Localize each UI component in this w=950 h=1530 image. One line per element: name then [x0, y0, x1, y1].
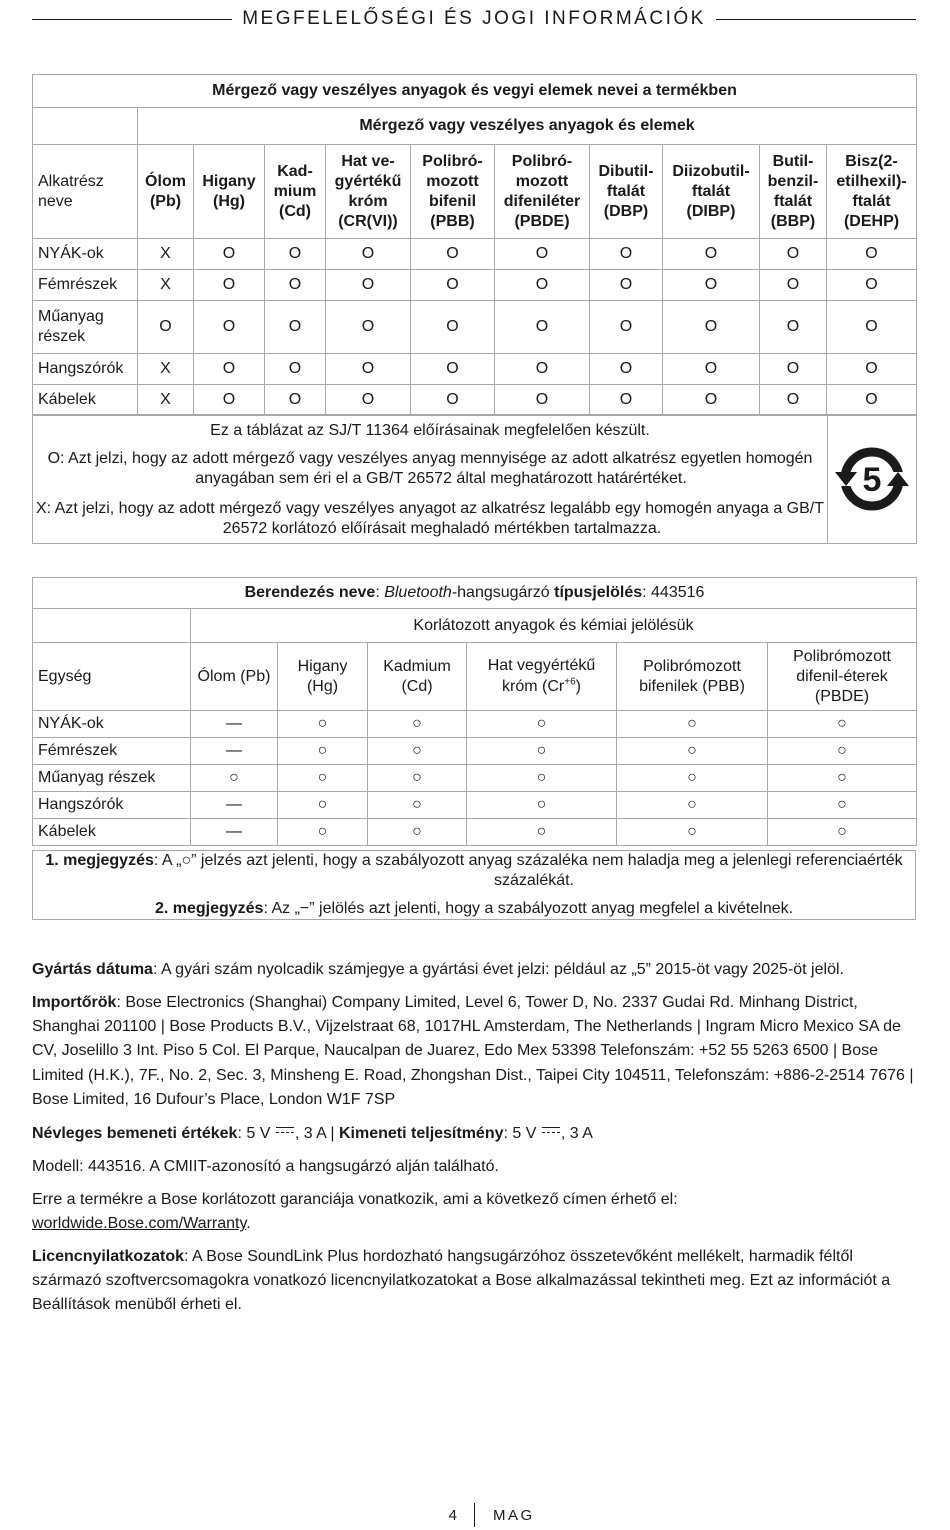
note-standard: Ez a táblázat az SJ/T 11364 előírásainak megfelelően készült. — [210, 421, 650, 439]
table-row — [33, 270, 917, 301]
table1-column-header — [495, 145, 590, 239]
text-line: Kábelek — [38, 391, 96, 408]
part-name — [33, 239, 138, 270]
output-value: : 5 V — [503, 1125, 537, 1142]
table-cell: O — [326, 301, 411, 354]
table-cell: ○ — [467, 711, 617, 738]
text-line: (CR(VI)) — [338, 212, 398, 230]
table-cell: ○ — [768, 765, 917, 792]
part-name — [33, 354, 138, 385]
type-label: típusjelölés — [554, 584, 643, 601]
text-line: (Pb) — [149, 192, 182, 210]
header-rule-right — [716, 19, 916, 20]
table-cell: ○ — [278, 711, 368, 738]
text-line: gyértékű — [334, 172, 402, 190]
table-cell: — — [191, 738, 278, 765]
text-line: (Cd) — [279, 202, 311, 220]
table-cell: O — [265, 354, 326, 385]
model-text: Modell: 443516. A CMIIT-azonosító a hangsugárzó alján található. — [32, 1158, 499, 1175]
table-cell: X — [138, 239, 194, 270]
table1-title: Mérgező vagy veszélyes anyagok és vegyi elemek nevei a termékben — [33, 75, 917, 108]
table-cell: O — [760, 239, 827, 270]
text-line: Higany — [202, 172, 256, 190]
page-footer — [0, 1503, 950, 1529]
hazardous-substances-table — [32, 74, 917, 416]
table-cell: ○ — [768, 711, 917, 738]
text-line: difenil-éterek — [796, 667, 888, 685]
importers-text: : Bose Electronics (Shanghai) Company Limited, Level 6, Tower D, No. 2337 Gudai Rd. Minhang District, Shanghai 201100 | Bose Products B.V., Vijzelstraat 68, 1017HL Amsterdam, The Netherlands | Ingram Micro Mexico SA de CV, Joselillo 3 Int. Piso 5 Col. El Parque, Naucalpan de Juarez, Edo Mex 53398 Telefonszám: +52 55 5263 6500 | Bose Limited (H.K.), 7F., No. 2, Sec. 3, Minsheng E. Road, Zhongshan Dist., Taipei City 104511, Telefonszám: +886-2-2514 7676 | Bose Limited, 16 Dufour’s Place, London W1F 7SP — [32, 994, 914, 1108]
table-cell: ○ — [768, 738, 917, 765]
text-line: Bisz(2- — [845, 152, 898, 170]
output-current: , 3 A — [560, 1125, 593, 1142]
text-line: (PBDE) — [814, 687, 870, 705]
table-cell: O — [827, 239, 917, 270]
unit-name: Műanyag részek — [33, 765, 191, 792]
warranty-link[interactable]: worldwide.Bose.com/Warranty — [32, 1215, 247, 1233]
dc-symbol-icon — [276, 1127, 294, 1137]
note-1-text: : A „○” jelzés azt jelenti, hogy a szabályozott anyag százaléka nem haladja meg a jelenlegi referenciaérték százalékát. — [153, 852, 903, 889]
text-line: Butil- — [772, 152, 814, 170]
unit-name: NYÁK-ok — [33, 711, 191, 738]
table-cell: ○ — [467, 765, 617, 792]
note-2-text: : Az „−” jelölés azt jelenti, hogy a szabályozott anyag megfelel a kivételnek. — [263, 900, 794, 917]
table1-subtitle: Mérgező vagy veszélyes anyagok és elemek — [138, 108, 917, 145]
epup-number: 5 — [862, 461, 882, 499]
text-line: Ólom (Pb) — [197, 667, 271, 685]
table-cell: O — [663, 301, 760, 354]
table-row — [33, 239, 917, 270]
text-line: bifenilek (PBB) — [639, 677, 745, 695]
text-line: benzil- — [767, 172, 819, 190]
dc-symbol-icon — [542, 1127, 560, 1137]
text-line: Higany — [297, 657, 348, 675]
table-row — [33, 385, 917, 416]
table-cell: O — [663, 239, 760, 270]
table-cell: O — [663, 270, 760, 301]
table-cell: O — [194, 270, 265, 301]
table1-column-header — [194, 145, 265, 239]
page-number: 4 — [448, 1507, 457, 1524]
page-title: MEGFELELŐSÉGI ÉS JOGI INFORMÁCIÓK — [242, 8, 706, 29]
table-cell: ○ — [617, 738, 768, 765]
table-cell: O — [194, 239, 265, 270]
table-cell: O — [827, 301, 917, 354]
text-line: NYÁK-ok — [38, 245, 104, 262]
text-line: Dibutil- — [598, 162, 654, 180]
table-cell: ○ — [278, 819, 368, 846]
table-cell: — — [191, 711, 278, 738]
table-cell: O — [411, 301, 495, 354]
date-text: : A gyári szám nyolcadik számjegye a gyártási évet jelzi: például az „5” 2015-öt vagy 2025-öt jelöl. — [152, 961, 844, 978]
text-line: Hat vegyértékű — [487, 657, 596, 675]
text-line: neve — [38, 192, 73, 210]
table-row — [33, 711, 917, 738]
license-text: : A Bose SoundLink Plus hordozható hangsugárzóhoz összetevőként mellékelt, harmadik féltől származó szoftvercsomagokra vonatkozó licencnyilatkozatokat a Bose alkalmazással tekintheti meg. Ezt az információt a Beállítások menüből érheti el. — [32, 1248, 891, 1314]
license-label: Licencnyilatkozatok — [32, 1248, 185, 1265]
table-cell: ○ — [278, 792, 368, 819]
note-1-label: 1. megjegyzés — [45, 852, 154, 869]
text-line: Polibró- — [422, 152, 483, 170]
table-cell: O — [411, 270, 495, 301]
table-cell: ○ — [368, 819, 467, 846]
input-label: Névleges bemeneti értékek — [32, 1125, 238, 1142]
part-name — [33, 385, 138, 416]
text-line: Ólom — [145, 172, 186, 190]
table-cell: O — [495, 354, 590, 385]
text-line: (BBP) — [770, 212, 816, 230]
text-line: Kad- — [277, 162, 313, 180]
restricted-substances-table — [32, 577, 917, 846]
importers-label: Importőrök — [32, 994, 117, 1011]
text-line: króm $(Cr^{+6})$ — [502, 676, 581, 695]
table-cell: O — [760, 354, 827, 385]
text-line: Hangszórók — [38, 360, 124, 377]
table-cell: ○ — [368, 765, 467, 792]
table-cell: O — [663, 385, 760, 416]
table2-column-header — [617, 643, 768, 711]
table-cell: O — [760, 270, 827, 301]
table-cell: O — [265, 270, 326, 301]
note-x: X: Azt jelzi, hogy az adott mérgező vagy veszélyes anyagot az alkatrész legalább egy homogén anyaga a GB/T 26572 korlátozó előírásait meghaladó mértékben tartalmazza. — [35, 499, 824, 537]
table1-column-header — [411, 145, 495, 239]
text-line: (DIBP) — [686, 202, 736, 220]
table-row — [33, 792, 917, 819]
table-cell: O — [411, 239, 495, 270]
table2-title: Berendezés neve: Bluetooth-hangsugárzó típusjelölés: 443516 — [33, 578, 917, 609]
text-line: mozott — [426, 172, 479, 190]
input-value: : 5 V — [237, 1125, 271, 1142]
table2-column-header — [768, 643, 917, 711]
table-cell: O — [590, 385, 663, 416]
text-line: mozott — [515, 172, 569, 190]
text-line: bifenil — [428, 192, 477, 210]
table-cell: O — [495, 385, 590, 416]
table1-notes-text — [33, 415, 828, 544]
table1-column-header — [663, 145, 760, 239]
note-2-label: 2. megjegyzés — [154, 900, 264, 917]
table1-column-header — [590, 145, 663, 239]
table-cell: X — [138, 385, 194, 416]
text-line: (Hg) — [306, 677, 339, 695]
table-cell: ○ — [368, 711, 467, 738]
table-cell: O — [590, 239, 663, 270]
text-line: króm — [348, 192, 388, 210]
text-line: (Hg) — [213, 192, 245, 210]
table2-notes-text — [33, 851, 916, 920]
device-name-rest: -hangsugárzó — [451, 584, 550, 601]
table-cell: O — [590, 301, 663, 354]
table2-column-header — [368, 643, 467, 711]
text-line: Alkatrész — [38, 172, 104, 190]
epup-5-icon — [832, 442, 912, 516]
table1-empty-cell — [33, 108, 138, 145]
table-row — [33, 354, 917, 385]
table-row — [33, 738, 917, 765]
table1-column-header — [326, 145, 411, 239]
table-cell: O — [590, 354, 663, 385]
text-line: ftalát — [606, 182, 646, 200]
table-row — [33, 301, 917, 354]
part-name — [33, 301, 138, 354]
table1-column-header — [265, 145, 326, 239]
warranty-text: Erre a termékre a Bose korlátozott garanciája vonatkozik, ami a következő címen érhető el: — [32, 1191, 678, 1208]
table-cell: ○ — [617, 765, 768, 792]
text-line: Kadmium — [383, 657, 451, 675]
table-cell: — — [191, 792, 278, 819]
table-row — [33, 765, 917, 792]
text-line: (DEHP) — [843, 212, 900, 230]
table-cell: O — [760, 301, 827, 354]
table-cell: O — [138, 301, 194, 354]
page-header — [32, 6, 916, 32]
table2-empty-cell — [33, 609, 191, 643]
footer-divider — [474, 1503, 475, 1527]
table-cell: ○ — [278, 765, 368, 792]
text-line: (DBP) — [603, 202, 649, 220]
table-cell: X — [138, 354, 194, 385]
unit-name: Hangszórók — [33, 792, 191, 819]
text-line: Fémrészek — [38, 276, 118, 293]
table-cell: O — [326, 270, 411, 301]
epup-cell — [828, 415, 917, 544]
date-label: Gyártás dátuma — [32, 961, 153, 978]
text-line: Polibró- — [511, 152, 573, 170]
table-cell: O — [495, 301, 590, 354]
table-cell: O — [326, 239, 411, 270]
table2-column-header — [278, 643, 368, 711]
table-cell: O — [411, 354, 495, 385]
table-cell: O — [326, 385, 411, 416]
table-cell: ○ — [368, 792, 467, 819]
table-cell: — — [191, 819, 278, 846]
note-1 — [35, 851, 913, 891]
table-cell: O — [265, 301, 326, 354]
manufacture-date — [32, 958, 922, 982]
table-cell: ○ — [768, 819, 917, 846]
table1-column-header — [827, 145, 917, 239]
table-cell: O — [326, 354, 411, 385]
part-name — [33, 270, 138, 301]
note-2 — [35, 899, 913, 919]
table-cell: O — [760, 385, 827, 416]
text-line: (Cd) — [401, 677, 433, 695]
text-line: Polibrómozott — [793, 647, 891, 665]
text-line: mium — [273, 182, 317, 200]
device-name-label: Berendezés neve — [244, 584, 376, 601]
table-cell: ○ — [617, 792, 768, 819]
text-line: Diizobutil- — [672, 162, 750, 180]
table-cell: X — [138, 270, 194, 301]
type-value: 443516 — [651, 584, 705, 601]
text-line: ftalát — [773, 192, 813, 210]
output-label: Kimeneti teljesítmény — [339, 1125, 504, 1142]
table1-column-header — [138, 145, 194, 239]
note-o: O: Azt jelzi, hogy az adott mérgező vagy veszélyes anyag mennyisége az adott alkatrész egyetlen homogén anyagában sem éri el a GB/T 26572 által meghatározott határértéket. — [47, 449, 813, 487]
table-cell: ○ — [368, 738, 467, 765]
table-cell: O — [827, 385, 917, 416]
header-rule-left — [32, 19, 232, 20]
table2-notes — [32, 850, 916, 920]
text-line: etilhexil)- — [836, 172, 907, 190]
table-cell: ○ — [617, 711, 768, 738]
importers — [32, 991, 922, 1112]
table-cell: ○ — [768, 792, 917, 819]
ratings — [32, 1122, 922, 1146]
text-line: Műanyag — [38, 308, 104, 325]
warranty-info: Erre a termékre a Bose korlátozott garanciája vonatkozik, ami a következő címen érhető el: worldwide.Bose.com/Warranty. — [32, 1191, 678, 1233]
language-code: MAG — [493, 1507, 535, 1524]
table-cell: O — [194, 301, 265, 354]
table1-notes — [32, 414, 917, 544]
table-cell: O — [265, 239, 326, 270]
unit-name: Kábelek — [33, 819, 191, 846]
text-line: (PBB) — [430, 212, 475, 230]
input-current: , 3 A | — [294, 1125, 339, 1142]
text-line: difeniléter — [503, 192, 581, 210]
table-row — [33, 819, 917, 846]
table2-unit-header: Egység — [33, 643, 191, 711]
table-cell: O — [194, 385, 265, 416]
text-line: ftalát — [852, 192, 891, 210]
table-cell: O — [411, 385, 495, 416]
text-line: (PBDE) — [514, 212, 570, 230]
text-line: Hat ve- — [341, 152, 395, 170]
model-info — [32, 1155, 922, 1179]
text-line: ftalát — [691, 182, 731, 200]
table-cell: ○ — [467, 819, 617, 846]
table1-column-header — [760, 145, 827, 239]
text-line: Polibrómozott — [643, 657, 741, 675]
table-cell: O — [590, 270, 663, 301]
text-line: részek — [38, 328, 86, 345]
table-cell: O — [663, 354, 760, 385]
table-cell: ○ — [467, 738, 617, 765]
table-cell: O — [495, 239, 590, 270]
table2-column-header — [467, 643, 617, 711]
table2-column-header — [191, 643, 278, 711]
table-cell: ○ — [467, 792, 617, 819]
table2-subtitle: Korlátozott anyagok és kémiai jelölésük — [191, 609, 917, 643]
table-cell: O — [265, 385, 326, 416]
table-cell: O — [194, 354, 265, 385]
table-cell: ○ — [191, 765, 278, 792]
table-cell: ○ — [278, 738, 368, 765]
table1-part-header — [33, 145, 138, 239]
table-cell: O — [495, 270, 590, 301]
table-cell: O — [827, 354, 917, 385]
license-info — [32, 1245, 922, 1318]
table-cell: ○ — [617, 819, 768, 846]
table-cell: O — [827, 270, 917, 301]
device-name-italic: Bluetooth — [384, 584, 452, 601]
unit-name: Fémrészek — [33, 738, 191, 765]
